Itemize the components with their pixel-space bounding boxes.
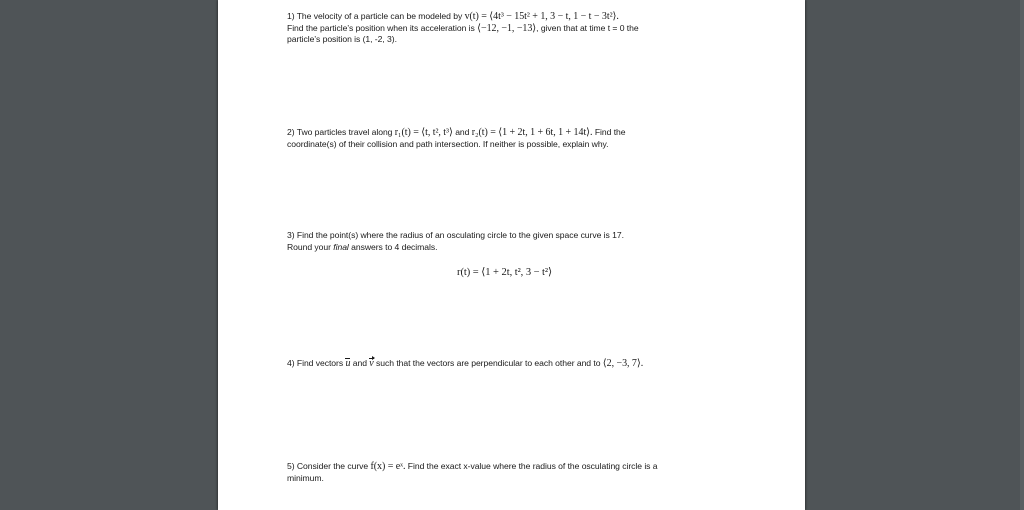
question-text: The velocity of a particle can be modeled by xyxy=(296,11,463,21)
given-vector: ⟨2, −3, 7⟩. xyxy=(602,358,644,369)
question-3-line-1 xyxy=(287,230,717,242)
question-text: Find the point(s) where the radius of an osculating circle to the given space curve is 17. xyxy=(296,230,624,240)
vector-v: v xyxy=(369,358,374,369)
question-text: , given that at time t = 0 the xyxy=(536,22,639,33)
question-text: Find the exact x-value where the radius of the osculating circle is a xyxy=(407,461,658,471)
question-text: Consider the curve xyxy=(296,461,369,471)
vector-u: u xyxy=(345,358,351,369)
question-number: 4) xyxy=(287,358,295,368)
acceleration-vector: ⟨−12, −1, −13⟩ xyxy=(477,22,537,34)
question-5 xyxy=(287,461,737,484)
curve-equation: r(t) = ⟨1 + 2t, t², 3 − t²⟩ xyxy=(457,267,553,278)
question-1-line-2 xyxy=(287,23,717,35)
question-1 xyxy=(287,11,717,46)
question-2 xyxy=(287,127,717,150)
question-5-line-1 xyxy=(287,461,737,473)
emphasis-final: final xyxy=(333,241,349,252)
question-4 xyxy=(287,358,717,370)
question-text: Find the particle’s position when its acceleration is xyxy=(287,22,475,33)
question-text: Two particles travel along xyxy=(296,127,393,137)
question-text: Find vectors xyxy=(296,358,344,368)
question-number: 2) xyxy=(287,127,295,137)
question-text: such that the vectors are perpendicular to each other and to xyxy=(376,358,601,368)
question-5-line-2: minimum. xyxy=(287,472,324,483)
question-4-line-1 xyxy=(287,358,717,370)
r1-equation: r₁(t) = ⟨t, t², t³⟩ xyxy=(394,127,453,138)
question-1-line-3: particle’s position is (1, -2, 3). xyxy=(287,34,397,44)
question-2-line-2: coordinate(s) of their collision and path intersection. If neither is possible, explain why. xyxy=(287,138,609,149)
document-page xyxy=(218,0,805,510)
r2-equation: r₂(t) = ⟨1 + 2t, 1 + 6t, 1 + 14t⟩. xyxy=(471,127,593,138)
question-text: Find the xyxy=(594,127,626,137)
question-3-line-2 xyxy=(287,242,717,254)
scrollbar-track[interactable] xyxy=(1020,0,1024,510)
question-text: and xyxy=(352,358,367,368)
question-text: Round your xyxy=(287,241,331,252)
question-number: 1) xyxy=(287,11,295,21)
question-number: 5) xyxy=(287,461,295,471)
question-1-line-1 xyxy=(287,11,717,23)
velocity-equation: v(t) = ⟨4t³ − 15t² + 1, 3 − t, 1 − t − 3t²⟩. xyxy=(464,11,619,22)
question-number: 3) xyxy=(287,230,295,240)
question-text: answers to 4 decimals. xyxy=(351,241,438,252)
question-2-line-1 xyxy=(287,127,717,139)
question-text: and xyxy=(455,127,470,137)
function-equation: f(x) = eˣ. xyxy=(370,461,406,472)
question-3 xyxy=(287,230,717,280)
